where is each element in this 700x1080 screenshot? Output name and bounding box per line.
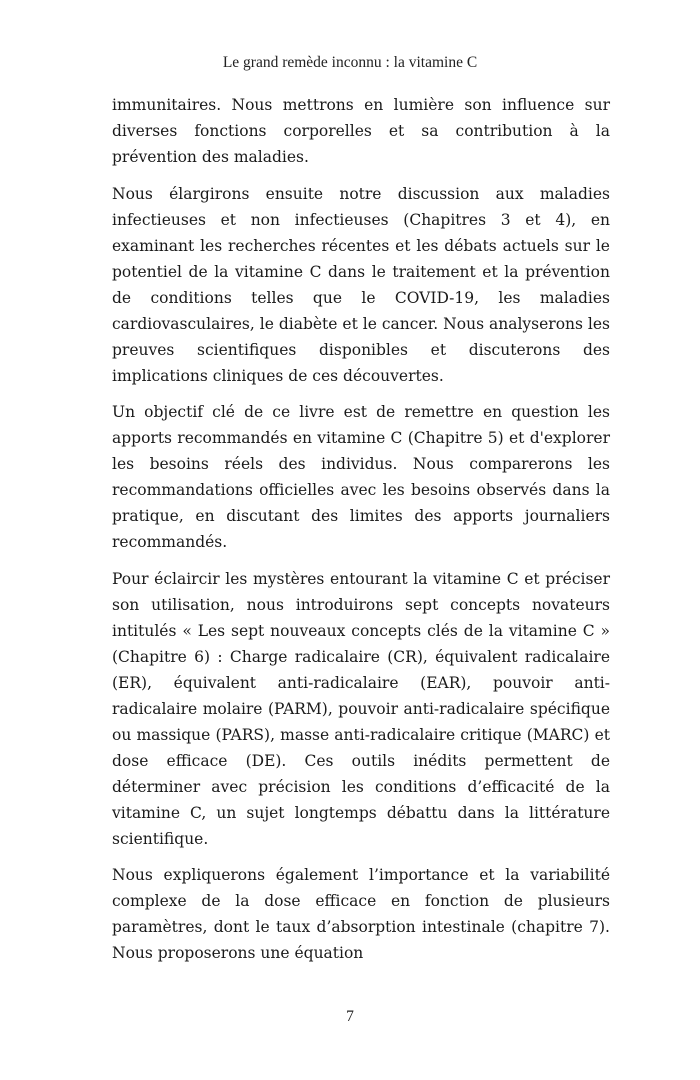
paragraph-1: immunitaires. Nous mettrons en lumière son influence sur diverses fonctions corporelles et sa contribution à la prévention des maladies. — [112, 96, 610, 166]
paragraph-4: Pour éclaircir les mystères entourant la vitamine C et préciser son utilisation, nous introduirons sept concepts novateurs intitulés « Les sept nouveaux concepts clés de la vitamine C » (Chapitre 6) : Charge radicalaire (CR), équivalent radicalaire (ER), équivalent anti-radicalaire (EAR), pouvoir anti-radicalaire molaire (PARM), pouvoir anti-radicalaire spécifique ou massique (PARS), masse anti-radicalaire critique (MARC) et dose efficace (DE). Ces outils inédits permettent de déterminer avec précision les conditions d’efficacité de la vitamine C, un sujet longtemps débattu dans la littérature scientifique. — [112, 569, 610, 848]
body-text — [112, 92, 610, 977]
paragraph-5: Nous expliquerons également l’importance et la variabilité complexe de la dose efficace en fonction de plusieurs paramètres, dont le taux d’absorption intestinale (chapitre 7). Nous proposerons une équation — [112, 866, 610, 962]
paragraph-3: Un objectif clé de ce livre est de remettre en question les apports recommandés en vitamine C (Chapitre 5) et d'explorer les besoins réels des individus. Nous comparerons les recommandations officielles avec les besoins observés dans la pratique, en discutant des limites des apports journaliers recommandés. — [112, 403, 610, 551]
running-header: Le grand remède inconnu : la vitamine C — [222, 54, 478, 71]
page-number: 7 — [346, 1008, 354, 1025]
paragraph-2: Nous élargirons ensuite notre discussion aux maladies infectieuses et non infectieuses (Chapitres 3 et 4), en examinant les recherches récentes et les débats actuels sur le potentiel de la vitamine C dans le traitement et la prévention de conditions telles que le COVID-19, les maladies cardiovasculaires, le diabète et le cancer. Nous analyserons les preuves scientifiques disponibles et discuterons des implications cliniques de ces découvertes. — [112, 184, 610, 385]
